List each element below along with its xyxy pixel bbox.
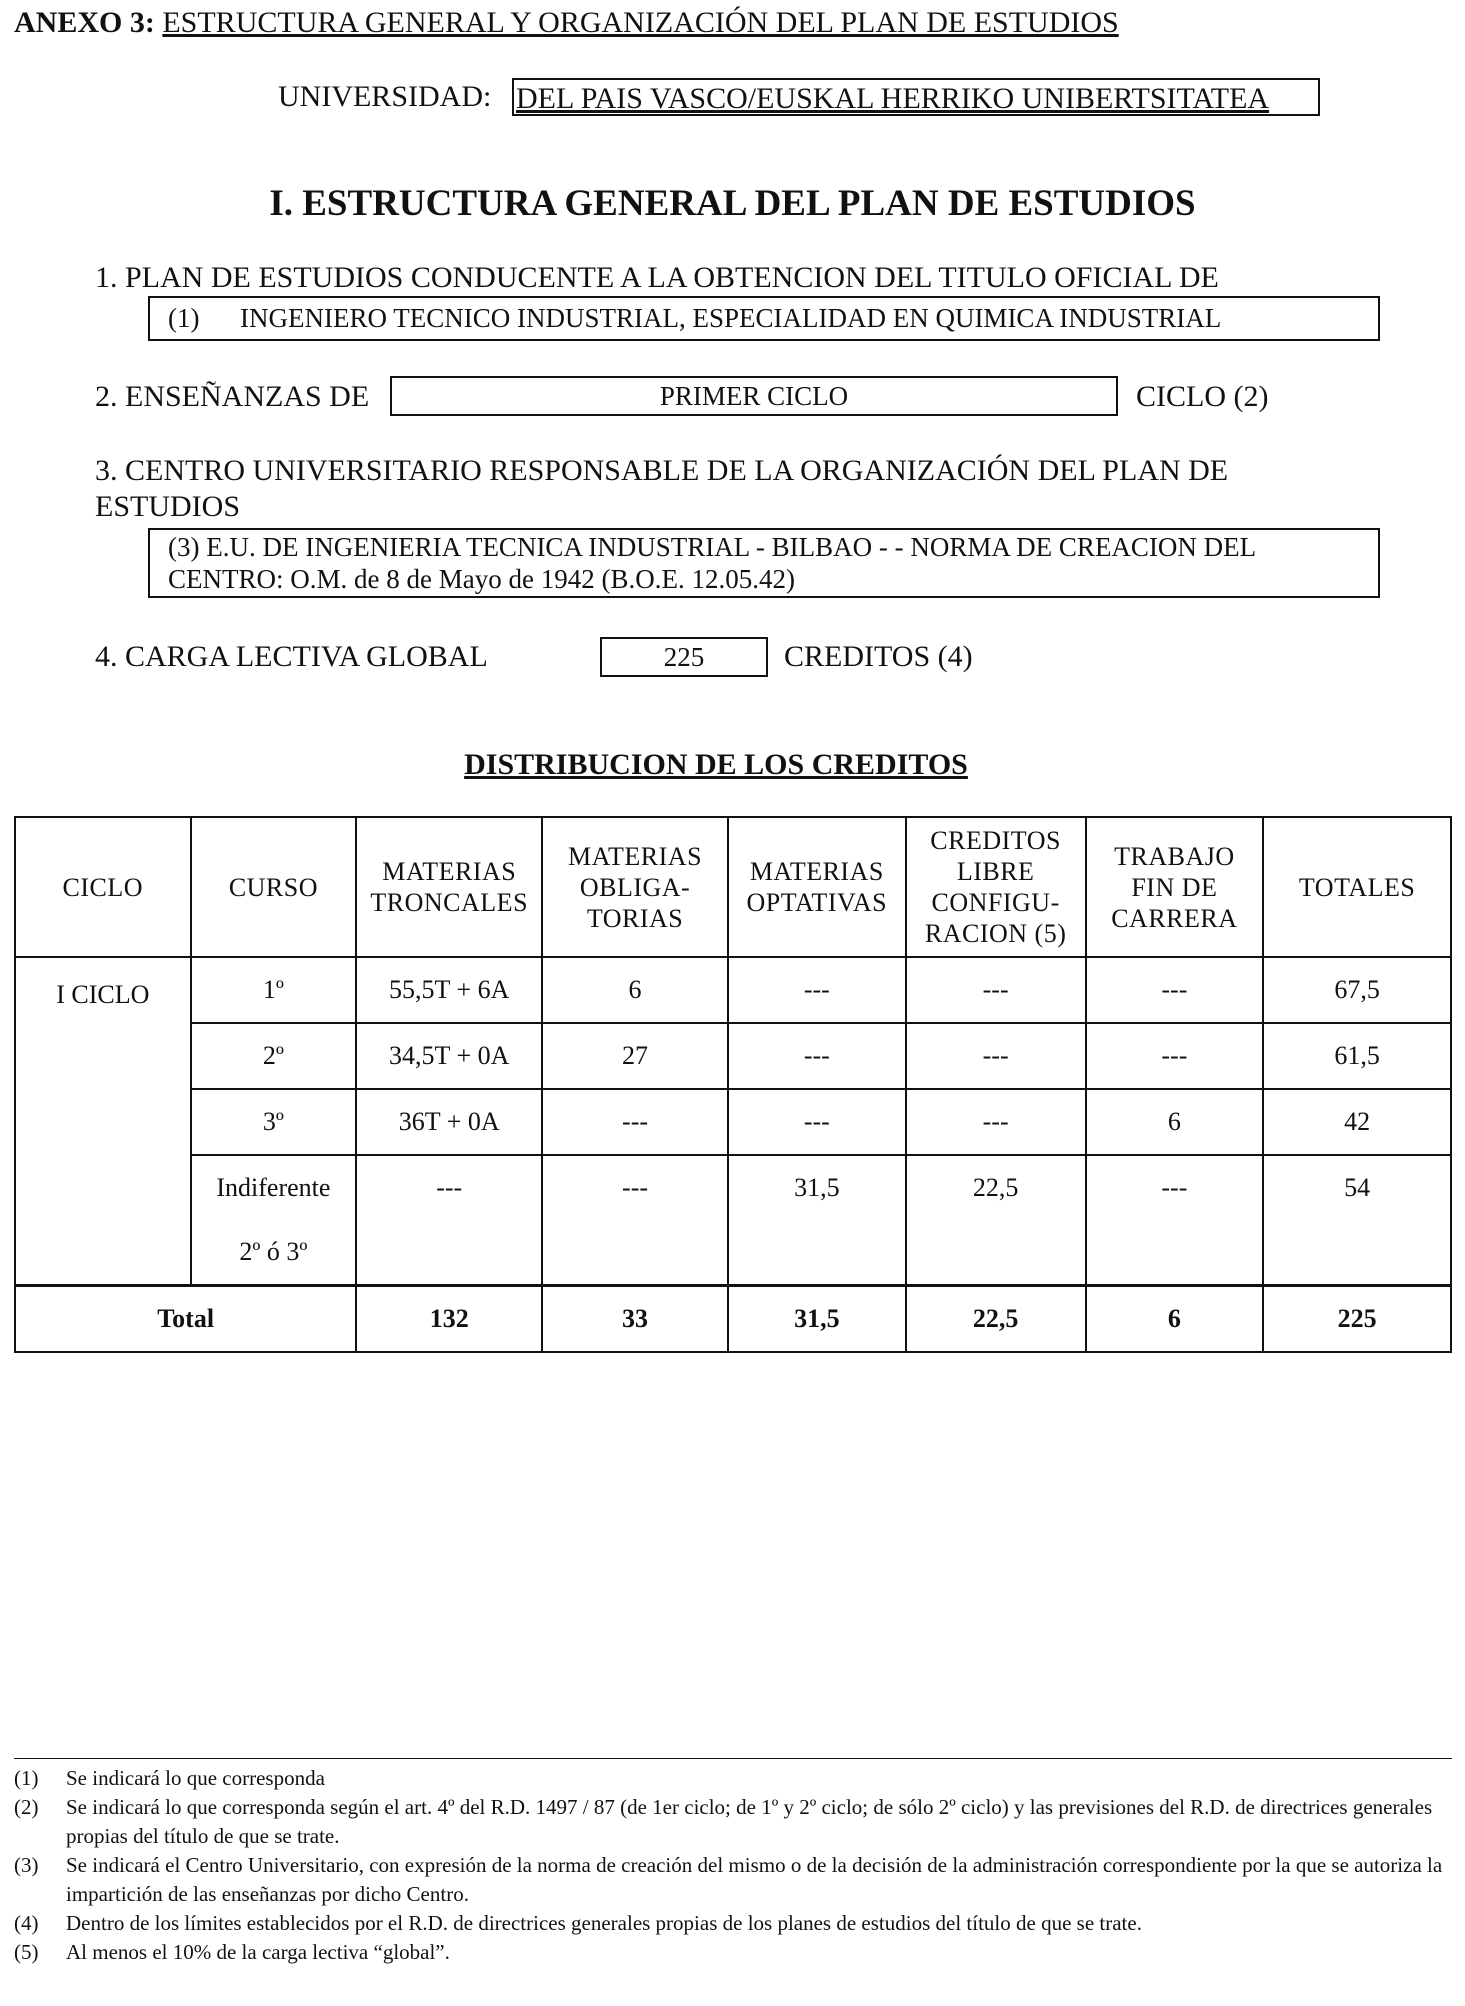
col-curso: CURSO [191, 817, 357, 957]
curso-cell [191, 1155, 357, 1286]
total-trabajo: 6 [1086, 1286, 1264, 1353]
col-obligatorias: MATERIAS OBLIGA- TORIAS [542, 817, 728, 957]
footnote-divider [14, 1758, 1452, 1759]
totales-cell: 54 [1263, 1155, 1451, 1286]
footnote-text: Al menos el 10% de la carga lectiva “global”. [66, 1940, 450, 1964]
ensenanzas-field: PRIMER CICLO [390, 376, 1118, 416]
troncales-cell: 36T + 0A [356, 1089, 542, 1155]
col-troncales: MATERIAS TRONCALES [356, 817, 542, 957]
trabajo-cell: --- [1086, 1155, 1264, 1286]
totales-cell: 67,5 [1263, 957, 1451, 1023]
total-optativas: 31,5 [728, 1286, 906, 1353]
footnote-text: Se indicará lo que corresponda [66, 1766, 325, 1790]
curso-cell: 1º [191, 957, 357, 1023]
obligatorias-cell: --- [542, 1089, 728, 1155]
footnote-text: Dentro de los límites establecidos por el R.D. de directrices generales propias de los planes de estudios del título de que se trate. [66, 1911, 1142, 1935]
col-optativas: MATERIAS OPTATIVAS [728, 817, 906, 957]
university-field: DEL PAIS VASCO/EUSKAL HERRIKO UNIBERTSITATEA [512, 78, 1320, 116]
annex-heading [14, 6, 1119, 40]
troncales-cell: 55,5T + 6A [356, 957, 542, 1023]
troncales-cell: 34,5T + 0A [356, 1023, 542, 1089]
carga-label: 4. CARGA LECTIVA GLOBAL [95, 640, 488, 673]
total-obligatorias: 33 [542, 1286, 728, 1353]
total-row [15, 1286, 1451, 1353]
optativas-cell: --- [728, 957, 906, 1023]
libre-cell: --- [906, 957, 1086, 1023]
footnote: (5) Al menos el 10% de la carga lectiva “global”. [14, 1940, 450, 1964]
obligatorias-cell: 6 [542, 957, 728, 1023]
libre-cell: --- [906, 1023, 1086, 1089]
section-title: I. ESTRUCTURA GENERAL DEL PLAN DE ESTUDIOS [269, 183, 1196, 224]
libre-cell: --- [906, 1089, 1086, 1155]
distribution-title: DISTRIBUCION DE LOS CREDITOS [464, 748, 968, 781]
total-troncales: 132 [356, 1286, 542, 1353]
total-libre: 22,5 [906, 1286, 1086, 1353]
annex-separator: : [144, 6, 155, 39]
footnotes [14, 1764, 1454, 1967]
libre-cell: 22,5 [906, 1155, 1086, 1286]
centro-field [148, 528, 1380, 598]
annex-title: ESTRUCTURA GENERAL Y ORGANIZACIÓN DEL PLAN DE ESTUDIOS [162, 6, 1119, 39]
degree-title-field [148, 296, 1380, 341]
centro-value-line1: (3) E.U. DE INGENIERIA TECNICA INDUSTRIAL - BILBAO - - NORMA DE CREACION DEL [168, 532, 1257, 562]
col-libre-configuracion: CREDITOS LIBRE CONFIGU- RACION (5) [906, 817, 1086, 957]
footnote: (4) Dentro de los límites establecidos por el R.D. de directrices generales propias de los planes de estudios del título de que se trate. [14, 1911, 1142, 1935]
optativas-cell: --- [728, 1023, 906, 1089]
annex-label: ANEXO 3 [14, 6, 145, 39]
carga-field: 225 [600, 637, 768, 677]
col-trabajo-fin-carrera: TRABAJO FIN DE CARRERA [1086, 817, 1264, 957]
totales-cell: 42 [1263, 1089, 1451, 1155]
ciclo-cell: I CICLO [15, 957, 191, 1286]
footnote-text: Se indicará el Centro Universitario, con expresión de la norma de creación del mismo o de la decisión de la administración correspondiente por la que se autoriza la impartición de las enseñanzas por dicho Centro. [66, 1853, 1443, 1906]
table-header-row [15, 817, 1451, 957]
degree-footnote-ref: (1) [168, 303, 200, 333]
col-totales: TOTALES [1263, 817, 1451, 957]
curso-cell: 3º [191, 1089, 357, 1155]
table-row [15, 1089, 1451, 1155]
university-label: UNIVERSIDAD: [278, 80, 492, 113]
table-row [15, 1023, 1451, 1089]
trabajo-cell: --- [1086, 1023, 1264, 1089]
carga-suffix: CREDITOS (4) [784, 640, 973, 673]
centro-label-line1: 3. CENTRO UNIVERSITARIO RESPONSABLE DE LA ORGANIZACIÓN DEL PLAN DE [95, 454, 1229, 487]
footnote: (2) Se indicará lo que corresponda según el art. 4º del R.D. 1497 / 87 (de 1er ciclo; de 1º y 2º ciclo; de sólo 2º ciclo) y las previsiones del R.D. de directrices generales propias del título de que se trate. [14, 1795, 1433, 1848]
degree-title: INGENIERO TECNICO INDUSTRIAL, ESPECIALIDAD EN QUIMICA INDUSTRIAL [240, 303, 1222, 333]
total-label: Total [15, 1286, 356, 1353]
ensenanzas-suffix: CICLO (2) [1136, 380, 1269, 413]
footnote: (3) Se indicará el Centro Universitario, con expresión de la norma de creación del mismo o de la decisión de la administración correspondiente por la que se autoriza la impartición de las enseñanzas por dicho Centro. [14, 1853, 1443, 1906]
troncales-cell: --- [356, 1155, 542, 1286]
curso-line1: Indiferente [216, 1173, 331, 1202]
table-row [15, 1155, 1451, 1286]
credits-table [14, 816, 1452, 1353]
optativas-cell: --- [728, 1089, 906, 1155]
curso-line2: 2º ó 3º [239, 1237, 308, 1266]
footnote-text: Se indicará lo que corresponda según el art. 4º del R.D. 1497 / 87 (de 1er ciclo; de 1º y 2º ciclo; de sólo 2º ciclo) y las previsiones del R.D. de directrices generales propias del título de que se trate. [66, 1795, 1433, 1848]
col-ciclo: CICLO [15, 817, 191, 957]
plan-label: 1. PLAN DE ESTUDIOS CONDUCENTE A LA OBTENCION DEL TITULO OFICIAL DE [95, 261, 1219, 294]
table-row [15, 957, 1451, 1023]
centro-value-line2: CENTRO: O.M. de 8 de Mayo de 1942 (B.O.E. 12.05.42) [168, 564, 795, 594]
ensenanzas-label: 2. ENSEÑANZAS DE [95, 380, 370, 413]
obligatorias-cell: --- [542, 1155, 728, 1286]
trabajo-cell: 6 [1086, 1089, 1264, 1155]
total-totales: 225 [1263, 1286, 1451, 1353]
obligatorias-cell: 27 [542, 1023, 728, 1089]
trabajo-cell: --- [1086, 957, 1264, 1023]
totales-cell: 61,5 [1263, 1023, 1451, 1089]
optativas-cell: 31,5 [728, 1155, 906, 1286]
curso-cell: 2º [191, 1023, 357, 1089]
centro-label-line2: ESTUDIOS [95, 490, 241, 523]
footnote: (1) Se indicará lo que corresponda [14, 1766, 325, 1790]
